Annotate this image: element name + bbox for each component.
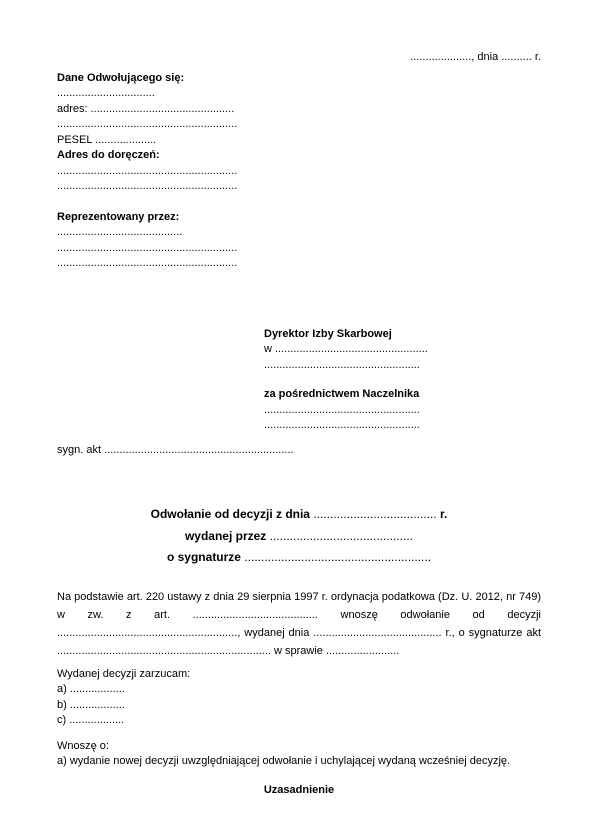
document-title-line3 xyxy=(57,547,541,569)
document-title-line2 xyxy=(57,526,541,548)
requests-section xyxy=(57,739,541,770)
addressee-section xyxy=(264,327,541,434)
applicant-name-line: ................................ xyxy=(57,87,155,99)
title-line1-label: Odwołanie od decyzji z dnia xyxy=(150,507,310,521)
delivery-address-heading: Adres do doręczeń: xyxy=(57,149,160,161)
addressee-line2: ................................................... xyxy=(264,358,420,371)
representative-section xyxy=(57,210,541,272)
charges-section xyxy=(57,667,541,729)
representative-line3: ........................................................... xyxy=(57,257,238,269)
charge-item-c: c) .................. xyxy=(57,714,125,726)
title-line3-label: o sygnaturze xyxy=(166,550,241,564)
addressee-heading: Dyrektor Izby Skarbowej xyxy=(264,327,392,340)
applicant-heading: Dane Odwołującego się: xyxy=(57,71,185,84)
applicant-section xyxy=(57,71,541,195)
delivery-address-line2: ........................................................... xyxy=(57,180,238,192)
charge-item-a: a) .................. xyxy=(57,683,125,695)
legal-basis-paragraph: Na podstawie art. 220 ustawy z dnia 29 sierpnia 1997 r. ordynacja podatkowa (Dz. U. 2012, nr 749) w zw. z art. ......................................... wnoszę odwołanie od decyzji ..........................................................., wydanej dnia .......................................... r., o sygnaturze akt ...................................................................... w sprawie ........................ xyxy=(57,590,541,657)
title-line3-dots: ........................................................ xyxy=(244,550,432,564)
document-title xyxy=(57,504,541,569)
addressee-line1: w .................................................. xyxy=(264,343,428,355)
applicant-pesel-line: PESEL .................... xyxy=(57,133,157,146)
charges-heading: Wydanej decyzji zarzucam: xyxy=(57,667,191,680)
title-line2-dots: ........................................... xyxy=(269,528,414,543)
title-line1-dots: ..................................... xyxy=(313,507,437,521)
request-item-a: a) wydanie nowej decyzji uwzględniającej odwołanie i uchylającej wydaną wcześniej decyzję. xyxy=(57,755,511,767)
addressee-via-line1: ................................................... xyxy=(264,403,420,416)
justification-heading: Uzasadnienie xyxy=(263,783,335,796)
representative-line1: ......................................... xyxy=(57,226,183,238)
applicant-address-line: adres: ............................................... xyxy=(57,102,235,115)
representative-line2: ........................................................... xyxy=(57,241,238,254)
delivery-address-line1: ........................................................... xyxy=(57,164,238,177)
representative-heading: Reprezentowany przez: xyxy=(57,210,180,223)
charge-item-b: b) .................. xyxy=(57,698,125,711)
title-line2-label: wydanej przez xyxy=(184,528,267,543)
addressee-via-heading: za pośrednictwem Naczelnika xyxy=(264,388,420,400)
date-place-line: ...................., dnia .......... r. xyxy=(410,51,541,63)
addressee-via-line2: ................................................... xyxy=(264,419,420,431)
document-title-line1 xyxy=(57,504,541,526)
requests-heading: Wnoszę o: xyxy=(57,739,109,752)
title-line1-suffix: r. xyxy=(440,507,448,521)
applicant-address-line2: ........................................................... xyxy=(57,118,238,130)
case-reference-line: sygn. akt .............................................................. xyxy=(57,443,294,456)
